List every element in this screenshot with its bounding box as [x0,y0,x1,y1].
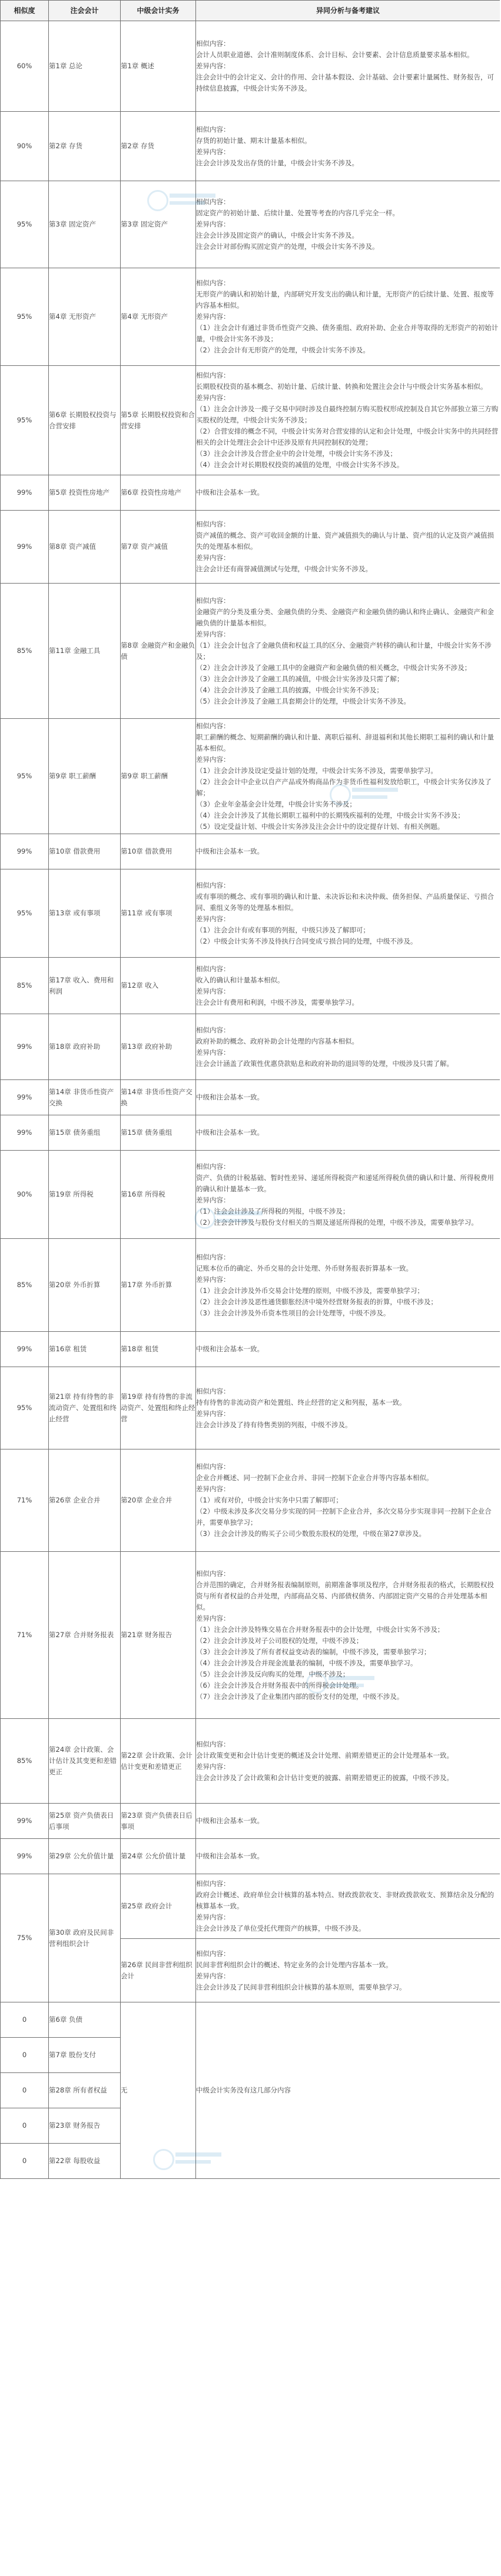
intermediate-chapter-cell: 第11章 或有事项 [121,869,196,958]
note-line: 差异内容： [196,1485,230,1493]
note-line: 注会会计涉及了会计政策和会计估计变更的披露、前期差错更正的披露，中级不涉及。 [196,1773,453,1782]
note-line: 注会会计涉及固定资产的确认，中级会计实务不涉及。 [196,231,359,239]
note-line: 差异内容： [196,1762,230,1771]
intermediate-chapter-cell: 第3章 固定资产 [121,181,196,268]
advanced-chapter-cell: 第28章 所有者权益 [49,2073,121,2108]
header-intermediate-accounting: 中级会计实务 [121,1,196,21]
note-line: （3）注会会计涉及的购买子公司少数股东股权的处理，中级在第27章涉及。 [196,1529,426,1538]
note-line: （1）注会会计涉及特殊交易在合并财务报表中的会计处理，中级会计实务不涉及； [196,1625,444,1634]
intermediate-chapter-cell: 第18章 租赁 [121,1332,196,1367]
advanced-chapter-cell: 第15章 债务重组 [49,1115,121,1151]
notes-cell [196,21,500,112]
intermediate-chapter-cell: 第17章 外币折算 [121,1239,196,1332]
note-line: （4）注会会计涉及了其他长期职工福利中的长期残疾福利的处理，中级会计实务不涉及； [196,811,464,819]
note-line: （5）注会会计涉及了金融工具套期会计的处理，中级会计实务不涉及。 [196,697,410,705]
table-row [1,1804,500,1839]
note-line: （1）注会会计有通过非货币性资产交换、债务重组、政府补助、企业合并等取得的无形资产的初始计量，中级会计实务不涉及； [196,324,499,343]
intermediate-chapter-cell: 第23章 资产负债表日后事项 [121,1804,196,1839]
intermediate-chapter-cell: 第16章 所得税 [121,1151,196,1239]
similarity-cell: 71% [1,1449,49,1552]
note-line: 注会会计涉及了持有待售类别的列报，中级不涉及。 [196,1420,352,1429]
note-line: （5）注会会计涉及反向购买的处理，中级不涉及； [196,1669,350,1678]
note-line: （1）注会会计包含了金融负债和权益工具的区分、金融资产转移的确认和计量，中级会计实务不涉及； [196,641,492,661]
advanced-chapter-cell: 第16章 租赁 [49,1332,121,1367]
table-body [1,21,500,2179]
table-row [1,1332,500,1367]
advanced-chapter-cell: 第6章 长期股权投资与合营安排 [49,366,121,475]
intermediate-chapter-cell: 第19章 持有待售的非流动资产、处置组和终止经营 [121,1367,196,1449]
notes-cell [196,1874,500,1939]
note-line: 无形资产的确认和初始计量，内部研究开发支出的确认和计量，无形资产的后续计量、处置、报废等内容基本相似。 [196,290,494,309]
note-line: 差异内容： [196,1971,230,1980]
similarity-cell: 90% [1,112,49,181]
intermediate-chapter-cell: 第5章 长期股权投资和合营安排 [121,366,196,475]
note-line: 相似内容： [196,279,230,287]
note-line: 相似内容： [196,964,230,973]
note-line: 存货的初始计量、期末计量基本相似。 [196,136,311,145]
intermediate-chapter-cell: 第4章 无形资产 [121,268,196,366]
notes-cell [196,719,500,834]
intermediate-chapter-cell: 无 [121,2002,196,2179]
note-line: 中级和注会基本一致。 [196,1128,264,1137]
note-line: （5）设定受益计划、中级会计实务涉及注会会计中的设定提存计划、有相关例题。 [196,822,444,831]
similarity-cell: 99% [1,1332,49,1367]
header-notes: 异同分析与备考建议 [196,1,500,21]
note-line: （2）注会会计涉及恶性通货膨胀经济中境外经营财务报表的折算，中级不涉及； [196,1297,437,1306]
note-line: （4）注会会计涉及合并现金流量表的编制，中级不涉及，需要单独学习。 [196,1658,417,1667]
note-line: 差异内容： [196,755,230,764]
note-line: 相似内容： [196,881,230,889]
note-line: 差异内容： [196,147,230,156]
note-line: 资产、负债的计税基础、暂时性差异、递延所得税资产和递延所得税负债的确认和计量、所得税费用的确认和计量基本一致。 [196,1173,494,1193]
note-line: 会计政策变更和会计估计变更的概述及会计处理、前期差错更正的会计处理基本一致。 [196,1751,453,1759]
notes-cell [196,268,500,366]
advanced-chapter-cell: 第11章 金融工具 [49,584,121,719]
table-row [1,1115,500,1151]
note-line: （3）注会会计涉及了金融工具的减值，中级会计实务涉及只需了解； [196,674,404,683]
note-line: 记账本位币的确定、外币交易的会计处理、外币财务报表折算基本一致。 [196,1264,413,1272]
notes-cell [196,1151,500,1239]
advanced-chapter-cell: 第4章 无形资产 [49,268,121,366]
note-line: 差异内容： [196,987,230,995]
intermediate-chapter-cell: 第13章 政府补助 [121,1014,196,1080]
similarity-cell: 0 [1,2002,49,2038]
table-row [1,1552,500,1719]
header-similarity: 相似度 [1,1,49,21]
note-line: 会计人员职业道德、会计准则制度体系、会计目标、会计要素、会计信息质量要求基本相似。 [196,51,474,59]
advanced-chapter-cell: 第23章 财务报告 [49,2108,121,2144]
note-line: 差异内容： [196,1275,230,1284]
note-line: 相似内容： [196,125,230,134]
similarity-cell: 0 [1,2108,49,2144]
note-line: （3）注会会计涉及合营企业中的会计处理，中级会计实务不涉及； [196,449,397,458]
table-row [1,834,500,869]
similarity-cell: 0 [1,2073,49,2108]
note-line: 收入的确认和计量基本相似。 [196,975,284,984]
table-row [1,1874,500,1939]
notes-cell [196,511,500,584]
note-line: 或有事项的概念、或有事项的确认和计量、未决诉讼和未决仲裁、债务担保、产品质量保证、亏损合同、重组义务等的处理基本相似。 [196,892,494,912]
advanced-chapter-cell: 第26章 企业合并 [49,1449,121,1552]
note-line: 中级和注会基本一致。 [196,488,264,496]
note-line: 差异内容： [196,220,230,228]
note-line: （1）注会会计涉及设定受益计划的处理，中级会计实务不涉及，需要单独学习。 [196,766,437,775]
notes-cell [196,112,500,181]
note-line: 相似内容： [196,1569,230,1578]
note-line: 长期股权投资的基本概念、初始计量、后续计量、转换和处置注会会计与中级会计实务基本相似。 [196,382,487,391]
note-line: （2）注会会计有无形资产的处理，中级会计实务不涉及。 [196,346,370,354]
note-line: 政府会计概述、政府单位会计核算的基本特点、财政拨款收支、非财政拨款收支、预算结余及分配的核算基本一致。 [196,1891,494,1910]
note-line: （1）或有对价，中级会计实务中只需了解即可； [196,1496,343,1504]
note-line: 相似内容： [196,1252,230,1261]
table-row [1,2002,500,2038]
intermediate-chapter-cell: 第7章 资产减值 [121,511,196,584]
note-line: （6）注会会计涉及合并财务报表中的所得税会计处理。 [196,1681,363,1689]
table-row [1,1449,500,1552]
note-line: （2）中级未涉及多次交易分步实现的同一控制下企业合并，多次交易分步实现非同一控制下企业合并，需要单独学习； [196,1507,492,1527]
similarity-cell: 99% [1,1115,49,1151]
similarity-cell: 99% [1,1014,49,1080]
advanced-chapter-cell: 第6章 负债 [49,2002,121,2038]
note-line: 相似内容： [196,39,230,48]
notes-cell [196,958,500,1014]
similarity-cell: 85% [1,958,49,1014]
note-line: 注会会计涉及发出存货的计量，中级会计实务不涉及。 [196,158,359,167]
similarity-cell: 85% [1,1239,49,1332]
table-row [1,1367,500,1449]
note-line: 注会会计涉及了单位受托代理资产的核算，中级不涉及。 [196,1924,366,1932]
notes-cell [196,869,500,958]
intermediate-chapter-cell: 第25章 政府会计 [121,1874,196,1939]
advanced-chapter-cell: 第27章 合并财务报表 [49,1552,121,1719]
similarity-cell: 0 [1,2144,49,2179]
similarity-cell: 95% [1,268,49,366]
table-row [1,21,500,112]
note-line: 差异内容： [196,312,230,321]
note-line: 差异内容： [196,1195,230,1204]
advanced-chapter-cell: 第3章 固定资产 [49,181,121,268]
note-line: 政府补助的概念、政府补助会计处理的内容基本相似。 [196,1037,359,1045]
similarity-cell: 71% [1,1552,49,1719]
note-line: 企业合并概述、同一控制下企业合并、非同一控制下企业合并等内容基本相似。 [196,1474,433,1482]
notes-cell [196,1939,500,2002]
advanced-chapter-cell: 第14章 非货币性资产交换 [49,1080,121,1115]
intermediate-chapter-cell: 第22章 会计政策、会计估计变更和差错更正 [121,1719,196,1804]
intermediate-chapter-cell: 第12章 收入 [121,958,196,1014]
table-row [1,511,500,584]
advanced-chapter-cell: 第10章 借款费用 [49,834,121,869]
note-line: 差异内容： [196,554,230,562]
similarity-cell: 95% [1,366,49,475]
note-line: 相似内容： [196,1739,230,1748]
note-line: 金融资产的分类及重分类、金融负债的分类、金融资产和金融负债的确认和终止确认、金融资产和金融负债的计量基本相似。 [196,607,494,627]
note-line: 相似内容： [196,1949,230,1958]
note-line: 注会会计中的会计定义、会计的作用、会计基本假设、会计基础、会计要素计量属性、财务报告，可持续信息披露，中级会计实务不涉及。 [196,73,494,92]
advanced-chapter-cell: 第25章 资产负债表日后事项 [49,1804,121,1839]
similarity-cell: 99% [1,1080,49,1115]
note-line: 相似内容： [196,1162,230,1171]
similarity-cell: 99% [1,834,49,869]
advanced-chapter-cell: 第7章 股份支付 [49,2038,121,2073]
notes-cell [196,1719,500,1804]
notes-cell [196,1014,500,1080]
similarity-cell: 85% [1,584,49,719]
advanced-chapter-cell: 第2章 存货 [49,112,121,181]
note-line: （2）中级会计实务不涉及待执行合同变成亏损合同的处理，中级不涉及。 [196,937,417,945]
intermediate-chapter-cell: 第1章 概述 [121,21,196,112]
similarity-cell: 95% [1,1367,49,1449]
advanced-chapter-cell: 第19章 所得税 [49,1151,121,1239]
note-line: 职工薪酬的概念、短期薪酬的确认和计量、离职后福利、辞退福利和其他长期职工福利的确认和计量基本相似。 [196,732,494,752]
notes-cell [196,1115,500,1151]
advanced-chapter-cell: 第17章 收入、费用和利润 [49,958,121,1014]
notes-cell [196,834,500,869]
note-line: 注会会计对部份购买固定资产的处理，中级会计实务不涉及。 [196,242,379,251]
notes-cell [196,1449,500,1552]
table-row [1,366,500,475]
advanced-chapter-cell: 第21章 持有待售的非流动资产、处置组和终止经营 [49,1367,121,1449]
notes-cell [196,1552,500,1719]
intermediate-chapter-cell: 第10章 借款费用 [121,834,196,869]
similarity-cell: 99% [1,475,49,511]
table-row [1,1151,500,1239]
note-line: 差异内容： [196,394,230,402]
notes-cell [196,1839,500,1874]
notes-cell [196,1080,500,1115]
note-line: 差异内容： [196,914,230,923]
note-line: 民间非营利组织会计的概述、特定业务的会计处理内容基本一致。 [196,1960,393,1969]
notes-cell [196,584,500,719]
intermediate-chapter-cell: 第6章 投资性房地产 [121,475,196,511]
table-row [1,1239,500,1332]
advanced-chapter-cell: 第13章 或有事项 [49,869,121,958]
intermediate-chapter-cell: 第26章 民间非营利组织会计 [121,1939,196,2002]
note-line: 相似内容： [196,721,230,730]
note-line: 差异内容： [196,629,230,638]
note-line: 差异内容： [196,1913,230,1921]
intermediate-chapter-cell: 第9章 职工薪酬 [121,719,196,834]
intermediate-chapter-cell: 第20章 企业合并 [121,1449,196,1552]
note-line: （1）注会会计涉及了所得税的列报，中级不涉及； [196,1207,350,1215]
intermediate-chapter-cell: 第24章 公允价值计量 [121,1839,196,1874]
similarity-cell: 85% [1,1719,49,1804]
note-line: 注会会计有费用和利润，中级不涉及，需要单独学习。 [196,998,359,1007]
table-row [1,1080,500,1115]
note-line: 资产减值的概念、资产可收回金额的计量、资产减值损失的确认与计量、资产组的认定及资产减值损失的处理基本相似。 [196,531,494,551]
advanced-chapter-cell: 第1章 总论 [49,21,121,112]
note-line: （7）注会会计涉及了企业集团内部的股份支付的处理，中级不涉及。 [196,1692,404,1701]
table-row [1,268,500,366]
notes-cell [196,2002,500,2179]
advanced-chapter-cell: 第5章 投资性房地产 [49,475,121,511]
table-row [1,112,500,181]
note-line: 合并范围的确定，合并财务报表编制原则，前期准备事项及程序，合并财务报表的格式，长期股权投资与所有者权益的合并处理，内部商品交易、内部债权债务、内部固定资产交易的合并处理基本相似。 [196,1580,494,1611]
note-line: 固定资产的初始计量、后续计量、处置等考查的内容几乎完全一样。 [196,209,399,217]
note-line: 持有待售的非流动资产和处置组、终止经营的定义和列报，基本一致。 [196,1398,406,1407]
table-row [1,1839,500,1874]
advanced-chapter-cell: 第30章 政府及民间非营利组织会计 [49,1874,121,2002]
notes-cell [196,1332,500,1367]
similarity-cell: 60% [1,21,49,112]
note-line: （3）注会会计涉及外币资本性项目的会计处理等，中级不涉及。 [196,1308,390,1317]
note-line: 差异内容： [196,1614,230,1622]
note-line: （2）注会会计涉及与股份支付相关的当期及递延所得税的处理，中级不涉及，需要单独学习。 [196,1218,478,1227]
note-line: 注会会计涵盖了政策性优惠贷款贴息和政府补助的退回等的处理，中级涉及只需了解。 [196,1059,453,1068]
similarity-cell: 99% [1,511,49,584]
note-line: （2）注会会计涉及了金融工具中的金融资产和金融负债的相关概念，中级会计实务不涉及； [196,663,472,672]
note-line: 中级和注会基本一致。 [196,1345,264,1353]
similarity-cell: 75% [1,1874,49,2002]
notes-cell [196,475,500,511]
table-row [1,958,500,1014]
table-row [1,719,500,834]
note-line: （3）注会会计涉及了所有者权益变动表的编制，中级不涉及，需要单独学习； [196,1647,431,1656]
advanced-chapter-cell: 第9章 职工薪酬 [49,719,121,834]
similarity-cell: 95% [1,181,49,268]
intermediate-chapter-cell: 第8章 金融资产和金融负债 [121,584,196,719]
advanced-chapter-cell: 第24章 会计政策、会计估计及其变更和差错更正 [49,1719,121,1804]
notes-cell [196,366,500,475]
intermediate-chapter-cell: 第15章 债务重组 [121,1115,196,1151]
notes-cell [196,181,500,268]
note-line: 相似内容： [196,1879,230,1888]
note-line: 注会会计还有商誉减值测试与处理，中级会计实务不涉及。 [196,565,372,573]
note-line: （1）注会会计涉及一揽子交易中同时涉及自最终控制方购买股权形成控制及自其它外部独立第三方购买股权的处理，中级会计实务不涉及； [196,405,499,424]
table-row [1,1719,500,1804]
note-line: 中级和注会基本一致。 [196,1852,264,1860]
table-row [1,475,500,511]
table-header-row [1,1,500,21]
note-line: 注会会计涉及了民间非营利组织会计核算的基本原则，需要单独学习。 [196,1982,406,1991]
note-line: 相似内容： [196,1025,230,1034]
note-line: （4）注会会计涉及了金融工具的披露，中级会计实务不涉及； [196,685,383,694]
advanced-chapter-cell: 第22章 每股收益 [49,2144,121,2179]
intermediate-chapter-cell: 第14章 非货币性资产交换 [121,1080,196,1115]
note-line: 相似内容： [196,1387,230,1395]
note-line: 差异内容： [196,1409,230,1418]
note-line: 中级和注会基本一致。 [196,847,264,855]
note-line: 相似内容： [196,1462,230,1471]
note-line: 中级和注会基本一致。 [196,1817,264,1825]
advanced-chapter-cell: 第20章 外币折算 [49,1239,121,1332]
note-line: （1）注会会计有或有事项的列报，中级只涉及了解即可； [196,925,370,934]
notes-cell [196,1367,500,1449]
intermediate-chapter-cell: 第2章 存货 [121,112,196,181]
intermediate-chapter-cell: 第21章 财务报告 [121,1552,196,1719]
similarity-cell: 95% [1,869,49,958]
advanced-chapter-cell: 第29章 公允价值计量 [49,1839,121,1874]
note-line: 相似内容： [196,596,230,605]
note-line: 相似内容： [196,520,230,528]
note-line: （4）注会会计对长期股权投资的减值的处理，中级会计实务不涉及。 [196,461,404,469]
table-row [1,869,500,958]
note-line: 中级和注会基本一致。 [196,1093,264,1101]
note-line: 相似内容： [196,371,230,379]
note-line: （2）注会会计中企业以自产产品或外购商品作为非货币性福利发放给职工，中级会计实务仅涉及了解； [196,777,492,797]
note-line: （2）合营安排的概念不同，中级会计实务对合营安排的认定和会计处理，中级会计实务中的共同经营相关的会计处理注会会计中还涉及原有共同控制权的处理； [196,427,499,446]
similarity-cell: 90% [1,1151,49,1239]
table-row [1,1014,500,1080]
advanced-chapter-cell: 第18章 政府补助 [49,1014,121,1080]
header-advanced-accounting: 注会会计 [49,1,121,21]
note-line: （3）企业年金基金会计处理，中级会计实务不涉及； [196,799,356,808]
notes-cell [196,1239,500,1332]
note-line: 差异内容： [196,1048,230,1057]
advanced-chapter-cell: 第8章 资产减值 [49,511,121,584]
note-line: （2）注会会计涉及对子公司股权的处理，中级不涉及； [196,1636,363,1645]
note-line: （1）注会会计涉及外币交易会计处理的原则，中级不涉及，需要单独学习； [196,1286,424,1295]
note-line: 相似内容： [196,198,230,206]
note-line: 差异内容： [196,62,230,70]
note-line: 中级会计实务没有这几部分内容 [196,2086,291,2094]
similarity-cell: 99% [1,1804,49,1839]
notes-cell [196,1804,500,1839]
similarity-cell: 95% [1,719,49,834]
table-row [1,181,500,268]
similarity-cell: 0 [1,2038,49,2073]
table-row [1,584,500,719]
similarity-cell: 99% [1,1839,49,1874]
